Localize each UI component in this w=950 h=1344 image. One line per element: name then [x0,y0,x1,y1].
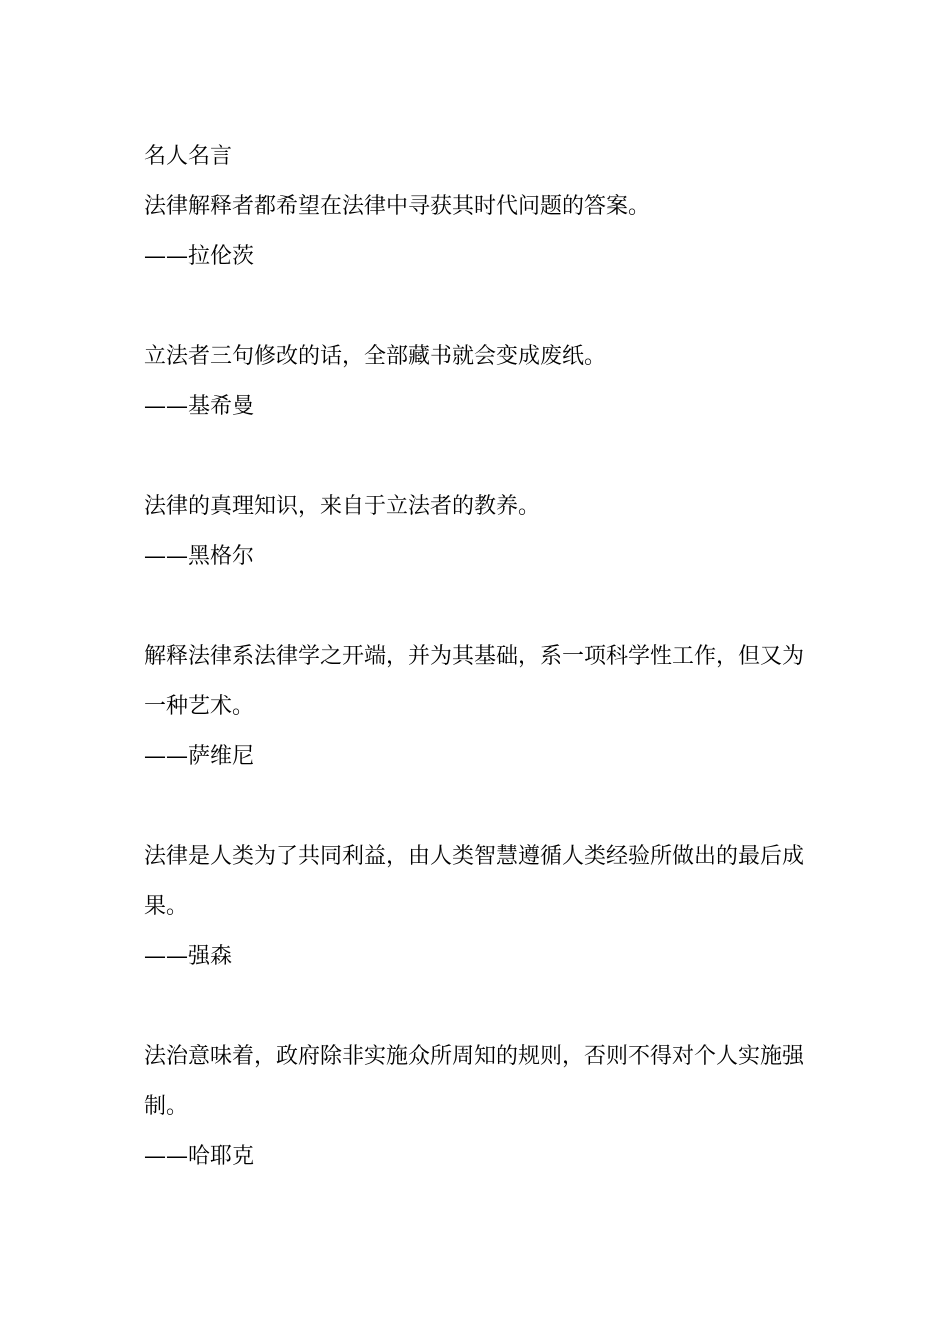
quote-block [144,832,804,982]
quote-block [144,482,804,582]
quote-block [144,332,804,432]
quote-block [144,1032,804,1182]
quote-author: ——黑格尔 [144,544,255,569]
quote-author: ——强森 [144,944,233,969]
quote-text: 法律解释者都希望在法律中寻获其时代问题的答案。 [144,194,651,219]
document-page [144,132,804,1232]
quote-block [144,632,804,782]
quote-text: 法律的真理知识，来自于立法者的教养。 [144,494,541,519]
quote-text: 解释法律系法律学之开端，并为其基础，系一项科学性工作，但又为一种艺术。 [144,644,805,719]
quote-text: 立法者三句修改的话，全部藏书就会变成废纸。 [144,344,607,369]
quote-author: ——拉伦茨 [144,244,255,269]
quote-author: ——哈耶克 [144,1144,255,1169]
quote-author: ——基希曼 [144,394,255,419]
quote-author: ——萨维尼 [144,744,255,769]
quote-block [144,182,804,282]
quote-text: 法律是人类为了共同利益，由人类智慧遵循人类经验所做出的最后成果。 [144,844,805,919]
document-title: 名人名言 [144,144,233,169]
quote-text: 法治意味着，政府除非实施众所周知的规则，否则不得对个人实施强制。 [144,1044,805,1119]
